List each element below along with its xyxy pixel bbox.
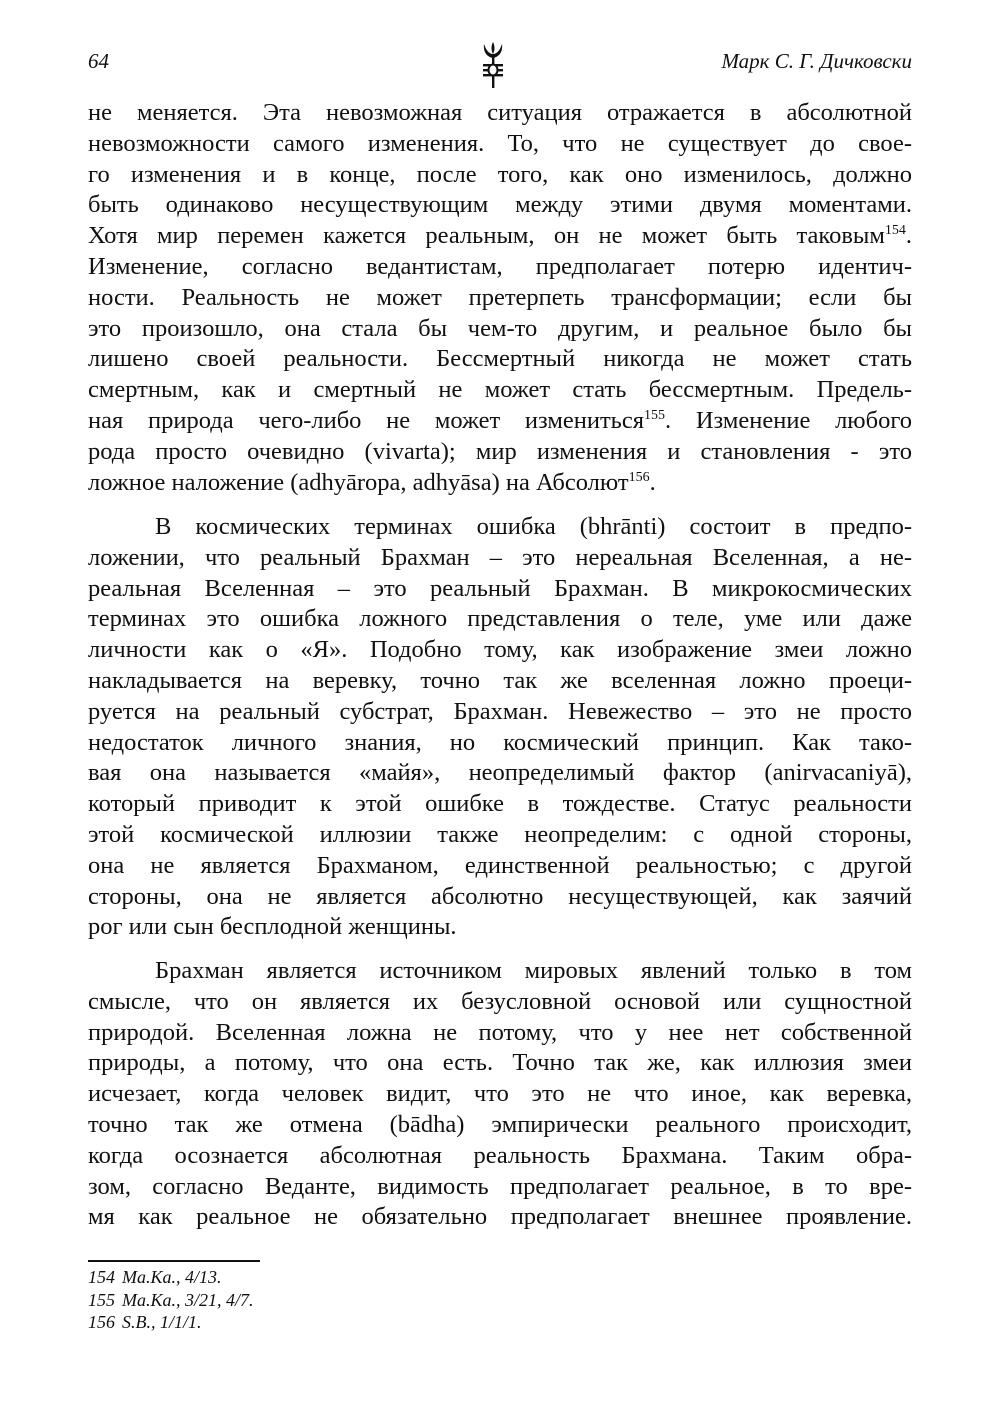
line-text: недостаток личного знания, но космический принцип. Как тако- — [88, 728, 912, 756]
line-text: мя как реальное не обязательно предполагает внешнее проявление. — [88, 1203, 912, 1231]
text-line — [88, 728, 912, 759]
line-text: Изменение, согласно ведантистам, предполагает потерю идентич- — [88, 252, 912, 280]
line-text: природы, а потому, что она есть. Точно так же, как иллюзия змеи — [88, 1049, 912, 1077]
text-line — [88, 160, 912, 191]
line-text: стороны, она не является абсолютно несуществующей, как заячий — [88, 882, 912, 910]
text-line — [88, 882, 912, 913]
line-text: который приводит к этой ошибке в тождестве. Статус реальности — [88, 790, 912, 818]
text-line — [88, 1079, 912, 1110]
line-text: она не является Брахманом, единственной реальностью; с другой — [88, 851, 912, 879]
footnote-text: S.B., 1/1/1. — [122, 1312, 202, 1332]
text-line — [88, 252, 912, 283]
line-text: руется на реальный субстрат, Брахман. Невежество – это не просто — [88, 697, 912, 725]
line-text: ложении, что реальный Брахман – это нереальная Вселенная, а не- — [88, 543, 912, 571]
footnote — [88, 1266, 254, 1289]
text-line — [88, 375, 912, 406]
trident-emblem-icon — [478, 40, 508, 90]
text-line — [88, 1202, 912, 1233]
text-line — [88, 574, 912, 605]
footnote — [88, 1289, 254, 1312]
text-line — [88, 221, 912, 252]
text-line — [88, 1141, 912, 1172]
line-text: накладывается на веревку, точно так же вселенная ложно проеци- — [88, 666, 912, 694]
line-text: вая она называется «майя», неопределимый фактор (anirvacaniyā), — [88, 759, 912, 787]
line-text: реальная Вселенная – это реальный Брахман. В микрокосмических — [88, 574, 912, 602]
line-text: ная природа чего-либо не может измениться — [88, 406, 644, 434]
text-line — [88, 512, 912, 543]
text-line — [88, 543, 912, 574]
line-text: рог или сын бесплодной женщины. — [88, 913, 457, 941]
footnotes — [88, 1266, 254, 1334]
line-text: ности. Реальность не может претерпеть трансформации; если бы — [88, 283, 912, 311]
footnote-text: Ma.Ka., 3/21, 4/7. — [122, 1289, 254, 1310]
text-line — [88, 437, 912, 468]
paragraph — [88, 956, 912, 1233]
paragraph — [88, 512, 912, 943]
text-line — [88, 1048, 912, 1079]
line-text: рода просто очевидно (vivarta); мир изменения и становления - это — [88, 437, 912, 465]
text-line — [88, 98, 912, 129]
line-text: личности как о «Я». Подобно тому, как изображение змеи ложно — [88, 636, 912, 664]
page-number: 64 — [88, 49, 109, 73]
text-line — [88, 758, 912, 789]
text-line — [88, 604, 912, 635]
line-text: лишено своей реальности. Бессмертный никогда не может стать — [88, 345, 912, 373]
line-text: терминах это ошибка ложного представления о теле, уме или даже — [88, 605, 912, 633]
line-text: исчезает, когда человек видит, что это не что иное, как веревка, — [88, 1080, 912, 1108]
text-line — [88, 1110, 912, 1141]
text-line — [88, 283, 912, 314]
footnote-reference[interactable]: 155 — [644, 407, 665, 423]
footnote-number: 156 — [88, 1312, 115, 1332]
footnote-reference[interactable]: 156 — [628, 469, 650, 485]
line-text: быть одинаково несуществующим между этими двумя моментами. — [88, 191, 912, 219]
text-line — [88, 820, 912, 851]
text-line — [88, 666, 912, 697]
footnote-number: 155 — [88, 1289, 115, 1310]
text-line — [88, 129, 912, 160]
text-line — [88, 987, 912, 1018]
line-text: Брахман является источником мировых явлений только в том — [155, 957, 912, 984]
line-text: смысле, что он является их безусловной основой или сущностной — [88, 987, 912, 1015]
running-head-author: Марк С. Г. Дичковски — [721, 49, 912, 73]
text-line — [88, 406, 912, 437]
line-text: этой космической иллюзии также неопределим: с одной стороны, — [88, 820, 912, 848]
text-line — [88, 912, 912, 943]
line-text: точно так же отмена (bādha) эмпирически реального происходит, — [88, 1110, 912, 1138]
line-text: это произошло, она стала бы чем-то другим, и реальное было бы — [88, 314, 912, 342]
text-line — [88, 468, 912, 499]
text-line — [88, 956, 912, 987]
footnote-number: 154 — [88, 1267, 115, 1287]
footnote-divider — [88, 1260, 260, 1262]
paragraph — [88, 98, 912, 498]
line-text: природой. Вселенная ложна не потому, что у нее нет собственной — [88, 1018, 912, 1046]
line-text: Хотя мир перемен кажется реальным, он не может быть таковым — [88, 222, 885, 250]
line-text: ложное наложение (adhyāropa, adhyāsa) на Абсолют — [88, 468, 629, 496]
footnote-text: Ma.Ka., 4/13. — [122, 1267, 222, 1287]
line-text: . Изменение любого — [665, 406, 913, 434]
line-text: го изменения и в конце, после того, как оно изменилось, должно — [88, 160, 912, 188]
text-line — [88, 344, 912, 375]
line-text: . — [905, 222, 912, 250]
text-line — [88, 1018, 912, 1049]
text-line — [88, 851, 912, 882]
text-line — [88, 789, 912, 820]
line-text: когда осознается абсолютная реальность Брахмана. Таким обра- — [88, 1141, 912, 1169]
footnote — [88, 1311, 254, 1334]
text-line — [88, 697, 912, 728]
text-line — [88, 190, 912, 221]
text-line — [88, 314, 912, 345]
line-text: В космических терминах ошибка (bhrānti) состоит в предпо- — [155, 513, 912, 540]
line-text: зом, согласно Веданте, видимость предполагает реальное, в то вре- — [88, 1172, 912, 1200]
text-line — [88, 635, 912, 666]
line-text: не меняется. Эта невозможная ситуация отражается в абсолютной — [88, 99, 912, 126]
line-text: смертным, как и смертный не может стать бессмертным. Предель- — [88, 376, 912, 404]
text-line — [88, 1172, 912, 1203]
footnote-reference[interactable]: 154 — [884, 223, 906, 239]
line-text: . — [649, 468, 656, 496]
line-text: невозможности самого изменения. То, что не существует до свое- — [88, 129, 912, 157]
